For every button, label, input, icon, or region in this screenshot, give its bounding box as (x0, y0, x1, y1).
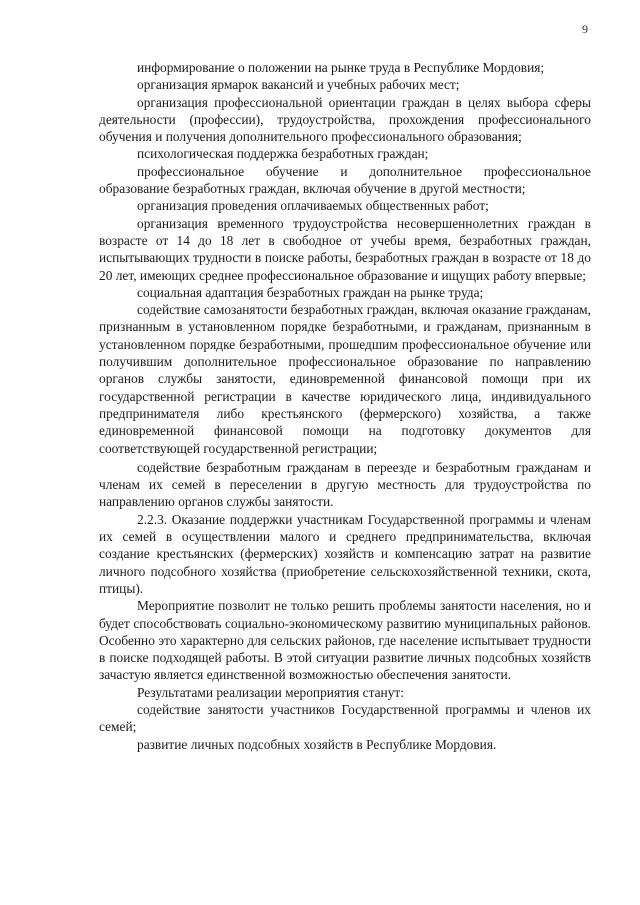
paragraph: организация профессиональной ориентации граждан в целях выбора сферы деятельности (профессии), трудоустройства, прохождения профессионального обучения и получения дополнительного профессионального образования; (99, 94, 591, 145)
paragraph: психологическая поддержка безработных граждан; (137, 146, 429, 162)
page-number: 9 (582, 22, 588, 36)
paragraph: организация временного трудоустройства несовершеннолетних граждан в возрасте от 14 до 18 лет в свободное от учебы время, безработных граждан, испытывающих трудности в поиске работы, безработных граждан в возрасте от 18 до 20 лет, имеющих среднее профессиональное образование и ищущих работу впервые; (99, 215, 591, 283)
section-paragraph-2-2-3: 2.2.3. Оказание поддержки участникам Государственной программы и членам их семей в осуществлении малого и среднего предпринимательства, включая создание крестьянских (фермерских) хозяйств и компенсацию затрат на развитие личного подсобного хозяйства (приобретение сельскохозяйственной техники, скота, птицы). (99, 511, 591, 596)
paragraph: социальная адаптация безработных граждан на рынке труда; (137, 284, 484, 300)
paragraph: Мероприятие позволит не только решить проблемы занятости населения, но и будет способствовать социально-экономическому развитию муниципальных районов. Особенно это характерно для сельских районов, где население испытывает трудности в поиске подходящей работы. В этой ситуации развитие личных подсобных хозяйств зачастую является единственной возможностью обеспечения занятости. (99, 598, 591, 683)
paragraph: организация проведения оплачиваемых общественных работ; (137, 198, 489, 214)
paragraph: профессиональное обучение и дополнительное профессиональное образование безработных граждан, включая обучение в другой местности; (99, 163, 591, 197)
paragraph: развитие личных подсобных хозяйств в Республике Мордовия. (137, 736, 497, 752)
paragraph: содействие самозанятости безработных граждан, включая оказание гражданам, признанным в установленном порядке безработными, и гражданам, признанным в установленном порядке безработными, прошедшим профессиональное обучение или получившим дополнительное профессиональное образование по направлению органов службы занятости, единовременной финансовой помощи при их государственной регистрации в качестве юридического лица, индивидуального предпринимателя либо крестьянского (фермерского) хозяйства, а также единовременной финансовой помощи на подготовку документов для соответствующей государственной регистрации; (99, 302, 591, 456)
paragraph: содействие занятости участников Государственной программы и членов их семей; (99, 701, 591, 735)
document-body (99, 59, 591, 753)
paragraph: организация ярмарок вакансий и учебных рабочих мест; (137, 77, 460, 93)
paragraph: содействие безработным гражданам в переезде и безработным гражданам и членам их семей в переселении в другую местность для трудоустройства по направлению органов службы занятости. (99, 459, 591, 510)
paragraph: Результатами реализации мероприятия станут: (137, 684, 404, 700)
paragraph: информирование о положении на рынке труда в Республике Мордовия; (137, 60, 545, 75)
